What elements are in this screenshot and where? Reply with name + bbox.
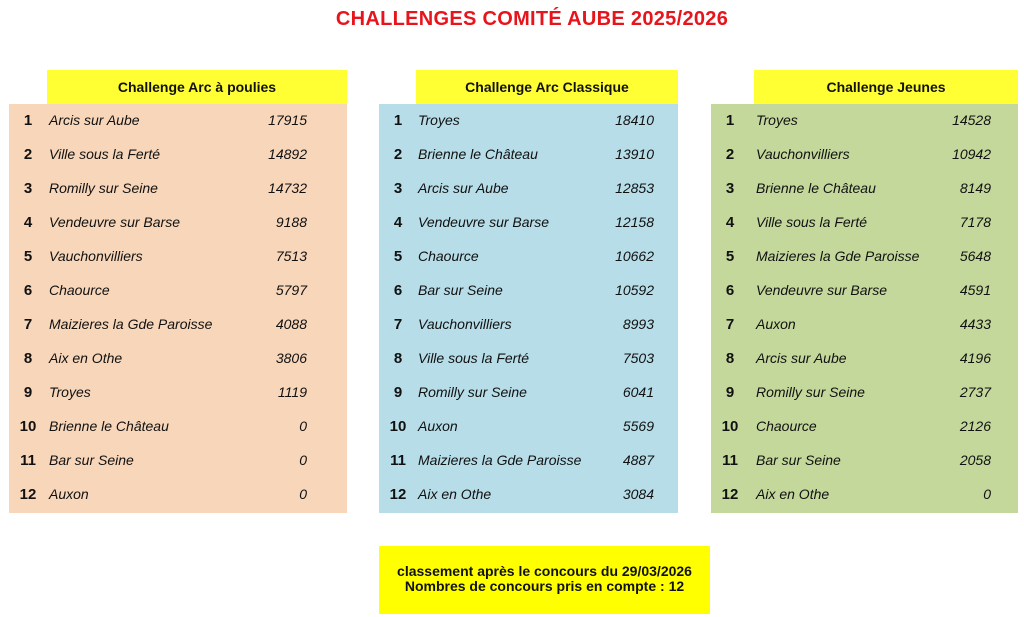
club-name: Brienne le Château <box>49 418 169 434</box>
table-row <box>711 104 1018 138</box>
table-row <box>379 138 678 172</box>
score: 2058 <box>959 452 991 468</box>
club-name: Chaource <box>418 248 479 264</box>
rank: 12 <box>389 486 407 503</box>
score: 7178 <box>959 214 991 230</box>
rank: 2 <box>23 146 33 163</box>
rank: 8 <box>23 350 33 367</box>
footer-line-1: classement après le concours du 29/03/2026 <box>397 563 692 579</box>
score: 4591 <box>959 282 991 298</box>
club-name: Ville sous la Ferté <box>49 146 161 162</box>
rank: 10 <box>721 418 739 435</box>
table-row <box>9 172 347 206</box>
score: 4887 <box>622 452 654 468</box>
table-row <box>711 342 1018 376</box>
club-name: Vendeuvre sur Barse <box>49 214 180 230</box>
rank: 5 <box>393 248 403 265</box>
club-name: Aix en Othe <box>756 486 830 502</box>
rank: 9 <box>23 384 33 401</box>
rank: 4 <box>725 214 735 231</box>
score: 5797 <box>275 282 307 298</box>
table-row <box>379 478 678 512</box>
table-row <box>9 342 347 376</box>
table-row <box>379 274 678 308</box>
score: 14732 <box>268 180 307 196</box>
club-name: Auxon <box>49 486 89 502</box>
table-row <box>9 240 347 274</box>
table-row <box>379 308 678 342</box>
club-name: Chaource <box>49 282 110 298</box>
rank: 7 <box>725 316 735 333</box>
rank: 11 <box>390 452 406 469</box>
club-name: Bar sur Seine <box>756 452 841 468</box>
rank: 7 <box>393 316 403 333</box>
score: 0 <box>299 452 307 468</box>
club-name: Vauchonvilliers <box>418 316 512 332</box>
score: 1119 <box>277 384 307 400</box>
table-arc-classique <box>379 104 678 513</box>
table-row <box>711 172 1018 206</box>
club-name: Brienne le Château <box>418 146 538 162</box>
table-row <box>379 376 678 410</box>
rank: 11 <box>20 452 36 469</box>
club-name: Arcis sur Aube <box>756 350 847 366</box>
club-name: Aix en Othe <box>49 350 123 366</box>
rank: 8 <box>393 350 403 367</box>
table-row <box>711 240 1018 274</box>
table-row <box>379 444 678 478</box>
table-arc-a-poulies <box>9 104 347 513</box>
score: 5648 <box>959 248 991 264</box>
rank: 2 <box>393 146 403 163</box>
table-row <box>9 104 347 138</box>
score: 0 <box>983 486 991 502</box>
club-name: Troyes <box>756 112 798 128</box>
rank: 9 <box>393 384 403 401</box>
rank: 5 <box>23 248 33 265</box>
table-row <box>711 444 1018 478</box>
club-name: Aix en Othe <box>418 486 492 502</box>
club-name: Maizieres la Gde Paroisse <box>756 248 920 264</box>
table-row <box>711 308 1018 342</box>
score: 2737 <box>959 384 991 400</box>
club-name: Maizieres la Gde Paroisse <box>49 316 213 332</box>
score: 13910 <box>615 146 654 162</box>
rank: 7 <box>23 316 33 333</box>
rank: 2 <box>725 146 735 163</box>
score: 6041 <box>622 384 654 400</box>
score: 0 <box>299 486 307 502</box>
club-name: Auxon <box>756 316 796 332</box>
score: 7513 <box>275 248 307 264</box>
table-row <box>9 376 347 410</box>
table-row <box>9 444 347 478</box>
score: 17915 <box>268 112 307 128</box>
rank: 1 <box>23 112 33 129</box>
score: 12158 <box>615 214 654 230</box>
score: 9188 <box>275 214 307 230</box>
table-row <box>379 104 678 138</box>
footer-line-2: Nombres de concours pris en compte : 12 <box>404 578 685 594</box>
table-row <box>379 342 678 376</box>
rank: 4 <box>393 214 403 231</box>
table-row <box>711 478 1018 512</box>
score: 2126 <box>959 418 991 434</box>
table-row <box>9 138 347 172</box>
club-name: Romilly sur Seine <box>49 180 158 196</box>
table-row <box>379 172 678 206</box>
club-name: Maizieres la Gde Paroisse <box>418 452 582 468</box>
club-name: Ville sous la Ferté <box>756 214 868 230</box>
club-name: Bar sur Seine <box>418 282 503 298</box>
table-row <box>9 478 347 512</box>
rank: 9 <box>725 384 735 401</box>
club-name: Auxon <box>418 418 458 434</box>
club-name: Ville sous la Ferté <box>418 350 530 366</box>
table-jeunes <box>711 104 1018 513</box>
rank: 1 <box>725 112 735 129</box>
table-row <box>711 376 1018 410</box>
club-name: Troyes <box>418 112 460 128</box>
score: 8149 <box>959 180 991 196</box>
footer-note <box>379 546 710 614</box>
table-row <box>9 274 347 308</box>
score: 10592 <box>615 282 654 298</box>
score: 10662 <box>615 248 654 264</box>
table-row <box>711 410 1018 444</box>
score: 14528 <box>952 112 991 128</box>
table-row <box>379 206 678 240</box>
score: 5569 <box>622 418 654 434</box>
score: 14892 <box>268 146 307 162</box>
score: 10942 <box>952 146 991 162</box>
rank: 5 <box>725 248 735 265</box>
score: 4433 <box>959 316 991 332</box>
header-arc-classique: Challenge Arc Classique <box>416 70 678 104</box>
rank: 1 <box>393 112 403 129</box>
score: 0 <box>299 418 307 434</box>
table-row <box>9 308 347 342</box>
rank: 4 <box>23 214 33 231</box>
rank: 3 <box>23 180 33 197</box>
score: 3806 <box>275 350 307 366</box>
rank: 11 <box>722 452 738 469</box>
rank: 12 <box>19 486 37 503</box>
club-name: Troyes <box>49 384 91 400</box>
table-row <box>379 240 678 274</box>
score: 3084 <box>622 486 654 502</box>
page-title: CHALLENGES COMITÉ AUBE 2025/2026 <box>335 8 729 30</box>
rank: 12 <box>721 486 739 503</box>
rank: 10 <box>389 418 407 435</box>
table-row <box>711 206 1018 240</box>
rank: 6 <box>393 282 403 299</box>
club-name: Romilly sur Seine <box>756 384 865 400</box>
table-row <box>711 138 1018 172</box>
score: 7503 <box>622 350 654 366</box>
rank: 8 <box>725 350 735 367</box>
rank: 3 <box>393 180 403 197</box>
table-row <box>711 274 1018 308</box>
table-row <box>9 206 347 240</box>
club-name: Vendeuvre sur Barse <box>418 214 549 230</box>
club-name: Vauchonvilliers <box>756 146 850 162</box>
rank: 6 <box>23 282 33 299</box>
club-name: Brienne le Château <box>756 180 876 196</box>
club-name: Arcis sur Aube <box>49 112 140 128</box>
rank: 6 <box>725 282 735 299</box>
score: 4196 <box>959 350 991 366</box>
rank: 3 <box>725 180 735 197</box>
club-name: Vauchonvilliers <box>49 248 143 264</box>
club-name: Bar sur Seine <box>49 452 134 468</box>
header-jeunes: Challenge Jeunes <box>754 70 1018 104</box>
club-name: Chaource <box>756 418 817 434</box>
score: 12853 <box>615 180 654 196</box>
club-name: Romilly sur Seine <box>418 384 527 400</box>
score: 18410 <box>615 112 654 128</box>
rank: 10 <box>19 418 37 435</box>
club-name: Vendeuvre sur Barse <box>756 282 887 298</box>
club-name: Arcis sur Aube <box>418 180 509 196</box>
score: 4088 <box>275 316 307 332</box>
header-arc-a-poulies: Challenge Arc à poulies <box>47 70 347 104</box>
score: 8993 <box>622 316 654 332</box>
table-row <box>9 410 347 444</box>
table-row <box>379 410 678 444</box>
